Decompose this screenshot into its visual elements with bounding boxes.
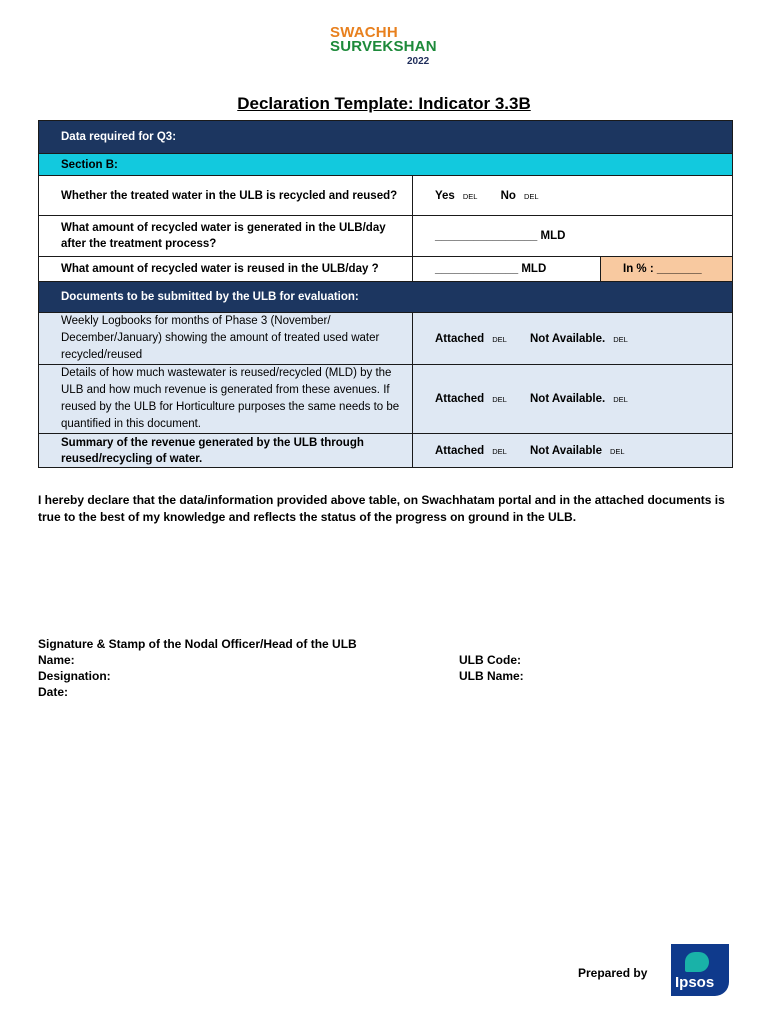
option-attached[interactable]: Attached — [435, 332, 485, 345]
del-marker: DEL — [492, 334, 507, 344]
document-row — [39, 365, 733, 434]
document-row — [39, 313, 733, 365]
table-header: Data required for Q3: — [39, 121, 733, 154]
date-field[interactable]: Date: — [38, 685, 69, 699]
document-row — [39, 434, 733, 468]
question-row — [39, 176, 733, 216]
option-attached[interactable]: Attached — [435, 393, 485, 405]
table-header-row — [39, 121, 733, 154]
ipsos-logo-text: Ipsos — [675, 974, 715, 991]
del-marker: DEL — [492, 395, 507, 404]
question-1: Whether the treated water in the ULB is recycled and reused? — [39, 176, 413, 216]
name-field[interactable]: Name: — [38, 653, 75, 667]
del-marker: DEL — [613, 334, 628, 344]
document-3-options — [413, 434, 733, 468]
signature-line: Signature & Stamp of the Nodal Officer/Head of the ULB — [38, 637, 357, 651]
question-3: What amount of recycled water is reused in the ULB/day ? — [39, 257, 413, 282]
docs-header: Documents to be submitted by the ULB for evaluation: — [39, 282, 733, 313]
del-marker: DEL — [610, 446, 625, 456]
docs-header-row — [39, 282, 733, 313]
logo-year: 2022 — [407, 56, 430, 67]
declaration-table — [38, 120, 733, 468]
option-not-available[interactable]: Not Available — [530, 444, 602, 457]
percent-field[interactable]: In % : _______ — [601, 257, 733, 282]
section-label: Section B: — [39, 154, 733, 176]
del-marker: DEL — [523, 191, 539, 201]
document-1-text: Weekly Logbooks for months of Phase 3 (November/ December/January) showing the amount of treated used water recycled/reused — [39, 313, 413, 365]
declaration-statement: I hereby declare that the data/information provided above table, on Swachhatam portal and in the attached documents is true to the best of my knowledge and reflects the status of the progress on ground in the ULB. — [38, 493, 725, 524]
ulb-name-field[interactable]: ULB Name: — [459, 669, 524, 683]
page-title: Declaration Template: Indicator 3.3B — [237, 94, 531, 113]
option-yes[interactable]: Yes — [435, 189, 455, 202]
document-2-text: Details of how much wastewater is reused/recycled (MLD) by the ULB and how much revenue is generated from these avenues. If reused by the ULB for Horticulture purposes the same needs to be quantified in this document. — [39, 365, 413, 434]
logo-line1: SWACHH — [330, 24, 398, 41]
swachh-survekshan-logo — [318, 26, 438, 76]
option-attached[interactable]: Attached — [435, 444, 485, 457]
logo-line2: SURVEKSHAN — [330, 38, 437, 55]
prepared-by-label: Prepared by — [578, 966, 648, 980]
option-no[interactable]: No — [500, 189, 516, 202]
document-3-text: Summary of the revenue generated by the ULB through reused/recycling of water. — [39, 434, 413, 468]
document-1-options — [413, 313, 733, 365]
answer-1 — [413, 176, 733, 216]
option-not-available[interactable]: Not Available. — [530, 393, 606, 405]
question-2: What amount of recycled water is generated in the ULB/day after the treatment process? — [39, 216, 413, 257]
speech-bubble-icon — [685, 952, 709, 972]
section-row — [39, 154, 733, 176]
option-not-available[interactable]: Not Available. — [530, 332, 606, 345]
ipsos-logo — [671, 944, 729, 996]
del-marker: DEL — [462, 191, 478, 201]
question-row — [39, 257, 733, 282]
answer-2-field[interactable]: ________________ MLD — [413, 216, 733, 257]
question-row — [39, 216, 733, 257]
ulb-code-field[interactable]: ULB Code: — [459, 653, 521, 667]
document-2-options — [413, 365, 733, 434]
del-marker: DEL — [492, 446, 507, 456]
del-marker: DEL — [613, 395, 628, 404]
answer-3-field[interactable]: _____________ MLD — [413, 257, 601, 282]
designation-field[interactable]: Designation: — [38, 669, 111, 683]
